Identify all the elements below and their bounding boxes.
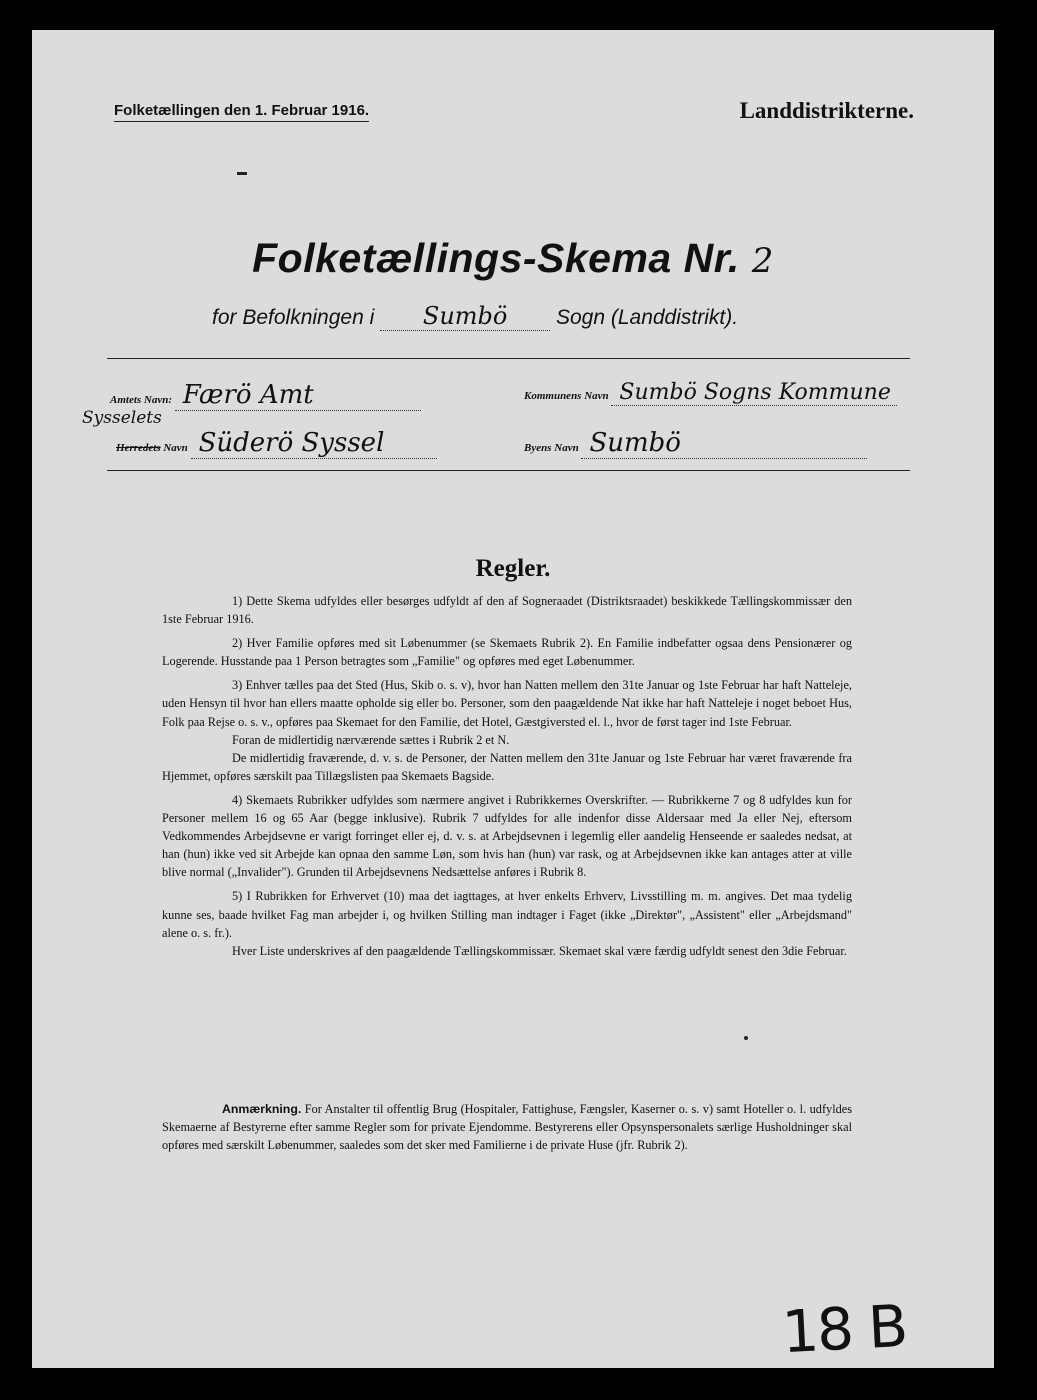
sysselets-handwritten: Sysselets bbox=[82, 408, 162, 428]
herred-value: Süderö Syssel bbox=[191, 428, 437, 459]
kommune-label: Kommunens Navn bbox=[524, 390, 609, 402]
form-title-text: Folketællings-Skema Nr. bbox=[252, 235, 740, 281]
herred-label-struck: Herredets bbox=[116, 442, 161, 454]
form-number-handwritten: 2 bbox=[751, 241, 774, 281]
by-field bbox=[524, 428, 867, 459]
herred-field bbox=[116, 428, 437, 459]
by-label: Byens Navn bbox=[524, 442, 579, 454]
rule-5: 5) I Rubrikken for Erhvervet (10) maa det iagttages, at hver enkelts Erhverv, Livsstilling m. m. angives. Det maa tydelig kunne ses, baade hvilket Fag man arbejder i, og hvilken Stilling man indtager i Faget (ikke „Direktør", „Assistent" eller „Arbejdsmand" alene o. s. fr.). bbox=[162, 889, 852, 940]
amt-label: Amtets Navn: bbox=[110, 394, 173, 406]
rule-4: 4) Skemaets Rubrikker udfyldes som nærmere angivet i Rubrikkernes Overskrifter. — Rubrikkerne 7 og 8 udfyldes kun for Personer mellem 16 og 65 Aar (begge inklusive). Rubrik 7 udfyldes for alle indenfor disse Aldersaar med Ja eller Nej, eftersom Vedkommendes Arbejdsevne er varigt forringet eller ej, d. v. s. at Arbejdsevnen i legemlig eller aandelig Henseende er saaledes nedsat, at han (hun) ikke ved sit Arbejde kan opnaa den samme Løn, som hvis han (hun) var rask, og at Arbejdsevnen ikke kan antages atter at ville blive normal („Invalider"). Grunden til Arbejdsevnens Nedsættelse anføres i Rubrik 8. bbox=[162, 792, 852, 880]
rule-1: 1) Dette Skema udfyldes eller besørges udfyldt af den af Sogneraadet (Distriktsraadet) beskikkede Tællingskommissær den 1ste Februar 1916. bbox=[162, 594, 852, 627]
form-title bbox=[32, 235, 994, 282]
rule-3-present: Foran de midlertidig nærværende sættes i Rubrik 2 et N. bbox=[232, 732, 510, 747]
ink-mark bbox=[237, 172, 247, 175]
parish-suffix: Sogn (Landdistrikt). bbox=[555, 306, 739, 329]
rule-3: 3) Enhver tælles paa det Sted (Hus, Skib o. s. v), hvor han Natten mellem den 31te Januar og 1ste Februar har haft Natteleje, uden Hensyn til hvor han ellers maatte opholde sig eller bo. Personer, som den paagældende Nat ikke har haft Natteleje i noget beboet Hus, Folk paa Rejse o. s. v., opføres paa Skemaet for den Familie, det Hotel, Gæstgiversted el. l., hvor de først tager ind 1ste Februar. bbox=[162, 678, 852, 729]
herred-label-tail: Navn bbox=[163, 442, 188, 454]
archive-number-handwritten: 18 B bbox=[780, 1291, 908, 1367]
note-label: Anmærkning. bbox=[222, 1102, 302, 1116]
amt-field bbox=[110, 380, 421, 411]
parish-prefix: for Befolkningen i bbox=[212, 306, 375, 329]
district-type-header: Landdistrikterne. bbox=[739, 98, 914, 123]
divider-bottom bbox=[107, 470, 910, 471]
by-value: Sumbö bbox=[581, 428, 867, 459]
rule-signature: Hver Liste underskrives af den paagældende Tællingskommissær. Skemaet skal være færdig udfyldt senest den 3die Februar. bbox=[232, 943, 847, 958]
note-text: For Anstalter til offentlig Brug (Hospitaler, Fattighuse, Fængsler, Kaserner o. s. v) samt Hoteller o. l. udfyldes Skemaerne af Bestyrerne efter samme Regler som for private Ejendomme. Bestyrerens eller Opsynspersonalets særlige Husholdninger skal opføres med særskilt Løbenummer, saaledes som det sker med Familierne i de private Huse (jfr. Rubrik 2). bbox=[162, 1102, 852, 1153]
census-date-header: Folketællingen den 1. Februar 1916. bbox=[114, 102, 369, 122]
kommune-value: Sumbö Sogns Kommune bbox=[611, 380, 897, 406]
divider-top bbox=[107, 358, 910, 359]
census-form-page bbox=[32, 30, 994, 1368]
amt-value: Færö Amt bbox=[175, 380, 421, 411]
ink-dot bbox=[744, 1036, 748, 1040]
note-block bbox=[162, 1100, 852, 1154]
rules-heading: Regler. bbox=[475, 555, 551, 582]
kommune-field bbox=[524, 380, 897, 406]
rule-3-absent: De midlertidig fraværende, d. v. s. de Personer, der Natten mellem den 31te Januar og 1ste Februar har været fraværende fra Hjemmet, opføres særskilt paa Tillægslisten paa Skemaets Bagside. bbox=[162, 750, 852, 783]
parish-line bbox=[212, 302, 738, 331]
rules-list bbox=[162, 592, 852, 966]
parish-name-handwritten: Sumbö bbox=[380, 302, 550, 331]
rule-2: 2) Hver Familie opføres med sit Løbenummer (se Skemaets Rubrik 2). En Familie indbefatter ogsaa dens Pensionærer og Logerende. Husstande paa 1 Person betragtes som „Familie" og opføres med eget Løbenummer. bbox=[162, 636, 852, 669]
